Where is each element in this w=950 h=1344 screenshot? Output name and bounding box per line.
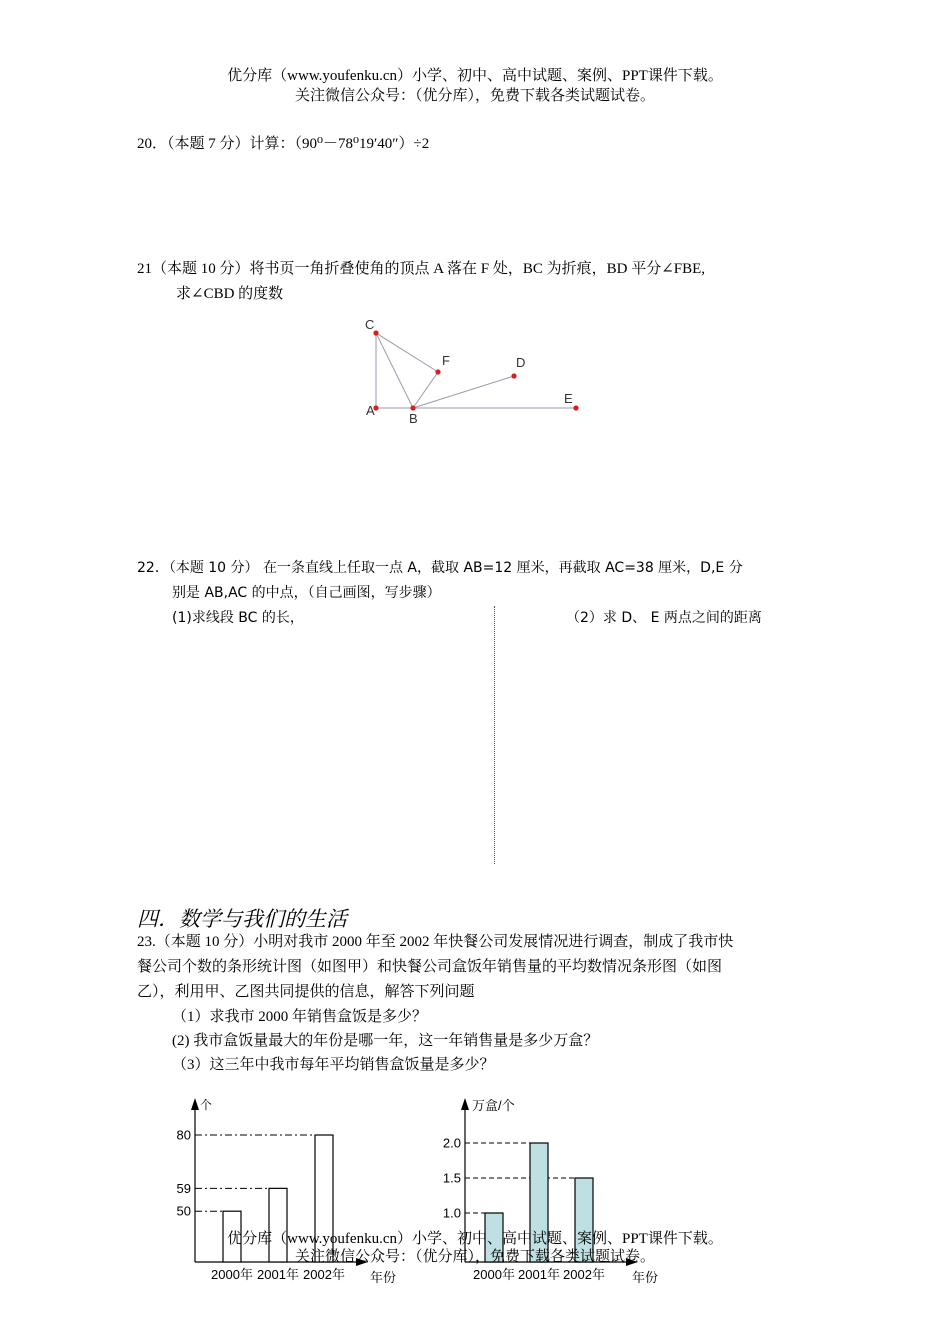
segment-bd [413, 376, 514, 408]
label-e: E [564, 391, 573, 406]
question-22-part-1: (1)求线段 BC 的长， [172, 610, 304, 626]
footer-line-1: 优分库（www.youfenku.cn）小学、初中、高中试题、案例、PPT课件下载。 [227, 1231, 723, 1247]
category-label-3: 2002年 [563, 1267, 605, 1282]
y-axis-unit: 万盒/个 [472, 1098, 515, 1113]
column-divider [494, 606, 495, 864]
footer-line-2: 关注微信公众号：（优分库），免费下载各类试题试卷。 [294, 1249, 655, 1265]
question-21-line-2: 求∠CBD 的度数 [176, 286, 284, 302]
y-tick-label-2: 1.5 [442, 1170, 461, 1186]
point-b [410, 405, 415, 410]
label-d: D [516, 355, 526, 370]
question-23-sub-1: （1）求我市 2000 年销售盒饭是多少？ [172, 1009, 428, 1025]
question-22-part-2: （2）求 D、 E 两点之间的距离 [566, 610, 762, 626]
question-21-line-1: 21（本题 10 分）将书页一角折叠使角的顶点 A 落在 F 处，BC 为折痕，BD 平分∠FBE, [137, 261, 706, 277]
label-b: B [409, 411, 418, 426]
point-e [573, 405, 578, 410]
y-tick-label-2: 59 [176, 1180, 191, 1196]
question-23-sub-3: （3）这三年中我市每年平均销售盒饭量是多少？ [172, 1057, 495, 1073]
y-axis-arrow [461, 1098, 469, 1110]
label-c: C [365, 317, 375, 332]
y-tick-label-1: 1.0 [442, 1205, 461, 1221]
y-tick-label-1: 50 [176, 1203, 191, 1219]
category-label-3: 2002年 [303, 1267, 345, 1282]
section-title: 四．数学与我们的生活 [137, 907, 347, 931]
question-22-line-1: 22．（本题 10 分） 在一条直线上任取一点 A，截取 AB=12 厘米，再截取 AC=38 厘米，D,E 分 [137, 560, 743, 576]
x-axis-label: 年份 [370, 1270, 397, 1285]
y-tick-label-3: 2.0 [442, 1135, 461, 1151]
x-axis-label: 年份 [632, 1270, 659, 1285]
fold-diagram [350, 310, 610, 430]
y-tick-label-3: 80 [176, 1127, 191, 1143]
segment-bf [413, 372, 438, 408]
point-f [435, 369, 440, 374]
header-line-2: 关注微信公众号：（优分库），免费下载各类试题试卷。 [294, 88, 655, 104]
question-23-sub-2: (2) 我市盒饭量最大的年份是哪一年，这一年销售量是多少万盒？ [172, 1033, 599, 1049]
y-axis-arrow [191, 1098, 199, 1110]
category-label-2: 2001年 [257, 1267, 299, 1282]
point-d [511, 373, 516, 378]
category-label-1: 2000年 [473, 1267, 515, 1282]
question-23-line-1: 23.（本题 10 分）小明对我市 2000 年至 2002 年快餐公司发展情况进行调查，制成了我市快 [137, 934, 734, 950]
category-label-1: 2000年 [211, 1267, 253, 1282]
header-line-1: 优分库（www.youfenku.cn）小学、初中、高中试题、案例、PPT课件下载。 [227, 68, 723, 84]
category-label-2: 2001年 [518, 1267, 560, 1282]
label-f: F [442, 353, 450, 368]
question-20: 20．（本题 7 分）计算：（90⁰－78⁰19′40″）÷2 [137, 136, 430, 152]
y-axis-unit: 个 [200, 1098, 213, 1112]
question-23-line-2: 餐公司个数的条形统计图（如图甲）和快餐公司盒饭年销售量的平均数情况条形图（如图 [137, 959, 723, 975]
question-23-line-3: 乙），利用甲、乙图共同提供的信息，解答下列问题 [137, 984, 475, 1000]
label-a: A [366, 403, 375, 418]
question-22-line-2: 别是 AB,AC 的中点，（自己画图，写步骤） [172, 585, 441, 601]
